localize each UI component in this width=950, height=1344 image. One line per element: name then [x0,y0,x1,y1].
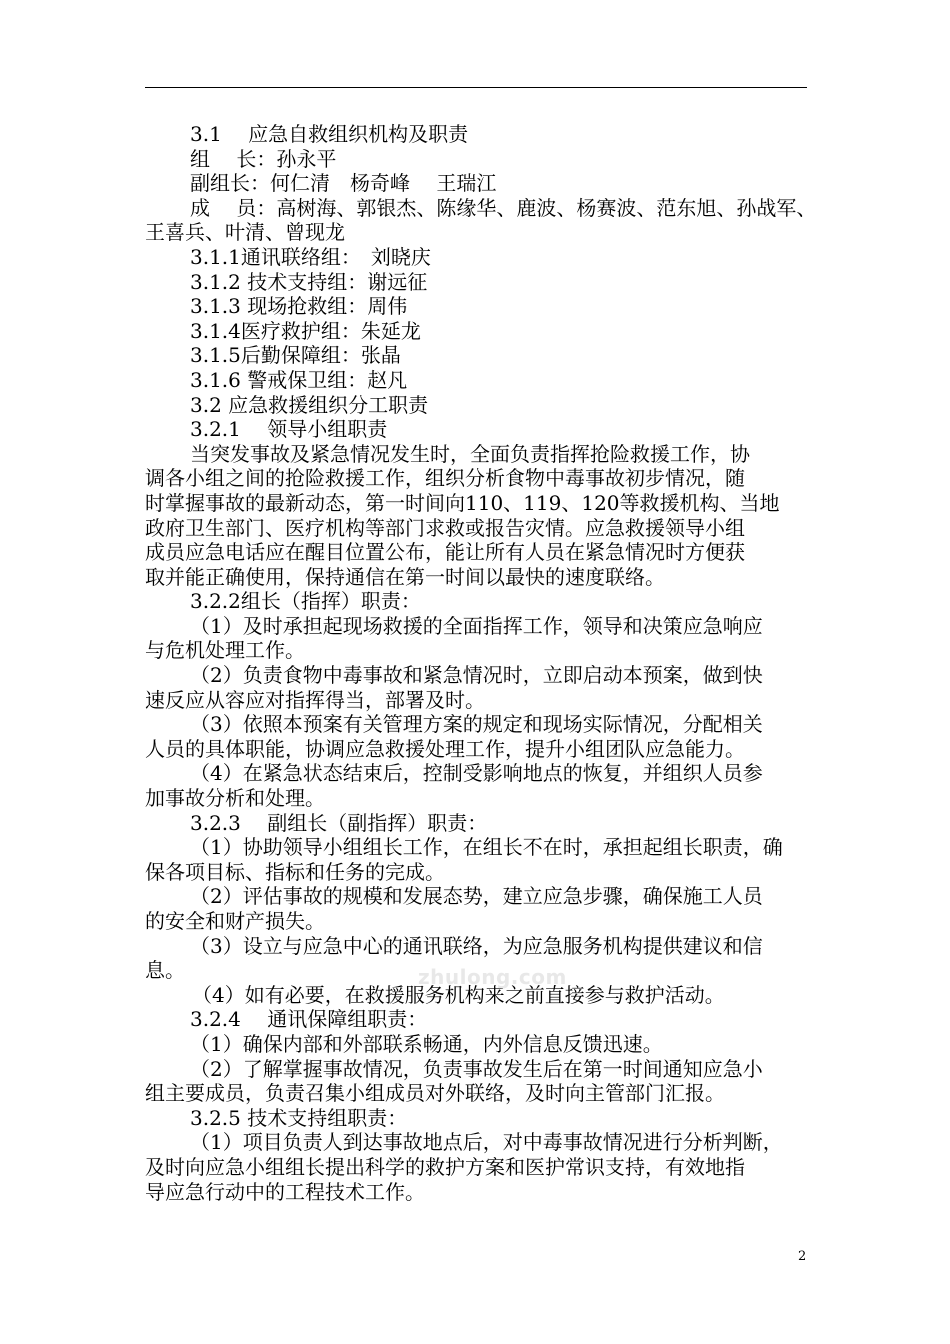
paragraph-line: 时掌握事故的最新动态，第一时间向110、119、120等救援机构、当地 [145,490,780,515]
section-heading-3-2-2: 3.2.2组长（指挥）职责： [190,589,421,614]
document-body [145,122,817,1204]
group-3-1-2: 3.1.2 技术支持组：谢远征 [190,269,428,294]
paragraph-line: 政府卫生部门、医疗机构等部门求救或报告灾情。应急救援领导小组 [145,515,745,540]
list-item-line: （2）了解掌握事故情况，负责事故发生后在第一时间通知应急小 [190,1056,763,1081]
list-item-line: （2）评估事故的规模和发展态势，建立应急步骤，确保施工人员 [190,884,763,909]
section-heading-3-2-1: 3.2.1 领导小组职责 [190,417,388,442]
section-heading-3-2-5: 3.2.5 技术支持组职责： [190,1105,408,1130]
group-3-1-6: 3.1.6 警戒保卫组：赵凡 [190,367,408,392]
list-item-line: 加事故分析和处理。 [145,786,325,811]
list-item-line: （3）设立与应急中心的通讯联络，为应急服务机构提供建议和信 [190,933,763,958]
group-3-1-3: 3.1.3 现场抢救组：周伟 [190,294,408,319]
list-item-line: （1）协助领导小组组长工作，在组长不在时，承担起组长职责，确 [190,835,783,860]
list-item-line: （1）确保内部和外部联系畅通，内外信息反馈迅速。 [190,1031,663,1056]
members-line: 成 员：高树海、郭银杰、陈缘华、鹿波、杨赛波、范东旭、孙战军、 [190,195,817,220]
paragraph-line: 取并能正确使用，保持通信在第一时间以最快的速度联络。 [145,564,665,589]
team-leader-line: 组 长：孙永平 [190,146,337,171]
section-heading-3-2-4: 3.2.4 通讯保障组职责： [190,1007,428,1032]
list-item-line: 保各项目标、指标和任务的完成。 [145,859,445,884]
list-item-line: 及时向应急小组组长提出科学的救护方案和医护常识支持，有效地指 [145,1154,745,1179]
list-item-line: 息。 [145,958,185,983]
list-item-line: 与危机处理工作。 [145,638,305,663]
list-item-line: （3）依照本预案有关管理方案的规定和现场实际情况，分配相关 [190,712,763,737]
list-item-line: 的安全和财产损失。 [145,909,325,933]
group-3-1-5: 3.1.5后勤保障组：张晶 [190,343,401,368]
list-item-line: （4）在紧急状态结束后，控制受影响地点的恢复，并组织人员参 [190,761,763,786]
section-heading-3-1: 3.1 应急自救组织机构及职责 [190,122,469,146]
list-item-line: 导应急行动中的工程技术工作。 [145,1179,425,1204]
paragraph-line: 成员应急电话应在醒目位置公布，能让所有人员在紧急情况时方便获 [145,540,745,565]
group-3-1-4: 3.1.4医疗救护组：朱延龙 [190,318,421,343]
group-3-1-1: 3.1.1通讯联络组： 刘晓庆 [190,244,431,269]
page-number: 2 [798,1249,807,1264]
deputy-leader-line: 副组长：何仁清 杨奇峰 王瑞江 [190,171,497,196]
members-line-continued: 王喜兵、叶清、曾现龙 [145,220,345,245]
list-item-line: 组主要成员，负责召集小组成员对外联络，及时向主管部门汇报。 [145,1081,725,1106]
section-heading-3-2: 3.2 应急救援组织分工职责 [190,392,429,417]
list-item-line: （1）项目负责人到达事故地点后，对中毒事故情况进行分析判断， [190,1130,783,1155]
list-item-line: （4）如有必要，在救援服务机构来之前直接参与救护活动。 [192,982,725,1007]
paragraph-line: 调各小组之间的抢险救援工作，组织分析食物中毒事故初步情况，随 [145,466,745,491]
section-heading-3-2-3: 3.2.3 副组长（副指挥）职责： [190,810,488,835]
watermark: zhulong.com [418,965,567,989]
list-item-line: 速反应从容应对指挥得当，部署及时。 [145,687,485,712]
list-item-line: （1）及时承担起现场救援的全面指挥工作，领导和决策应急响应 [190,613,763,638]
paragraph-line: 当突发事故及紧急情况发生时，全面负责指挥抢险救援工作，协 [190,441,750,466]
list-item-line: （2）负责食物中毒事故和紧急情况时，立即启动本预案，做到快 [190,663,763,688]
header-rule [145,87,807,88]
list-item-line: 人员的具体职能，协调应急救援处理工作，提升小组团队应急能力。 [145,736,745,761]
